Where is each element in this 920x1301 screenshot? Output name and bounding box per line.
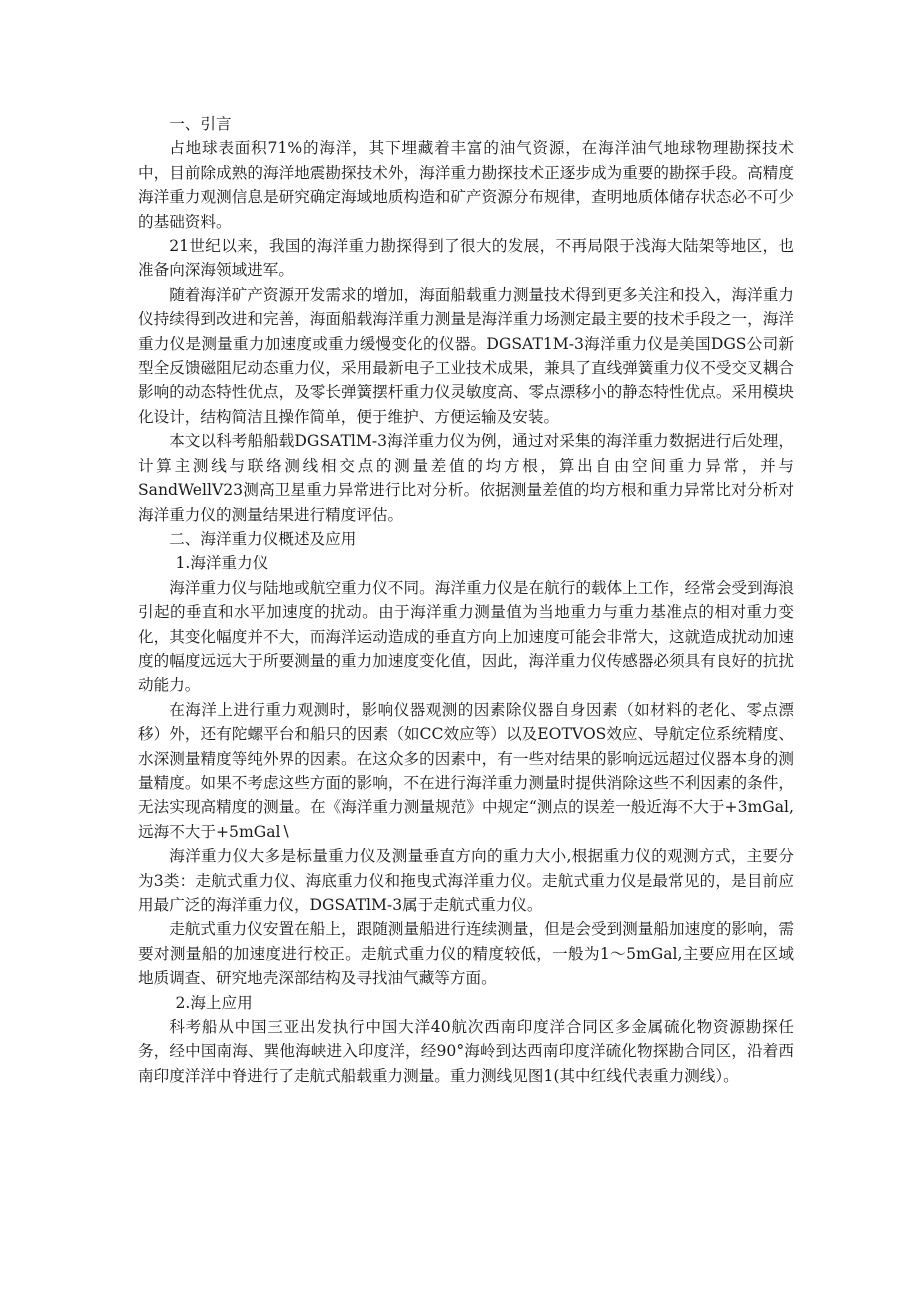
paragraph-intro-2: 21世纪以来，我国的海洋重力勘探得到了很大的发展，不再局限于浅海大陆架等地区，也准备向深海领域进军。 [138, 237, 794, 280]
subsection-heading-2: 2.海上应用 [175, 993, 253, 1012]
paragraph-gravimeter-1: 海洋重力仪与陆地或航空重力仪不同。海洋重力仪是在航行的载体上工作，经常会受到海浪引起的垂直和水平加速度的扰动。由于海洋重力测量值为当地重力与重力基准点的相对重力变化，其变化幅度并不大，而海洋运动造成的垂直方向上加速度可能会非常大，这就造成扰动加速度的幅度远远大于所要测量的重力加速度变化值，因此，海洋重力仪传感器必须具有良好的抗扰动能力。 [138, 578, 794, 695]
section-heading-overview: 二、海洋重力仪概述及应用 [169, 529, 357, 548]
paragraph-gravimeter-4: 走航式重力仪安置在船上，跟随测量船进行连续测量，但是会受到测量船加速度的影响，需要对测量船的加速度进行校正。走航式重力仪的精度较低，一般为1～5mGal,主要应用在区域地质调查、研究地壳深部结构及寻找油气藏等方面。 [138, 920, 794, 988]
section-heading-intro: 一、引言 [169, 115, 232, 133]
paragraph-intro-1: 占地球表面积71%的海洋，其下埋藏着丰富的油气资源，在海洋油气地球物理勘探技术中，目前除成熟的海洋地震勘探技术外，海洋重力勘探技术正逐步成为重要的勘探手段。高精度海洋重力观测信息是研究确定海域地质构造和矿产资源分布规律，查明地质体储存状态必不可少的基础资料。 [138, 139, 794, 231]
document-body [138, 112, 794, 1088]
paragraph-gravimeter-3: 海洋重力仪大多是标量重力仪及测量垂直方向的重力大小,根据重力仪的观测方式，主要分为3类：走航式重力仪、海底重力仪和拖曳式海洋重力仪。走航式重力仪是最常见的，是目前应用最广泛的海洋重力仪，DGSATlM-3属于走航式重力仪。 [138, 847, 794, 914]
paragraph-intro-4: 本文以科考船船载DGSATlM-3海洋重力仪为例，通过对采集的海洋重力数据进行后处理，计算主测线与联络测线相交点的测量差值的均方根，算出自由空间重力异常，并与SandWellV23测高卫星重力异常进行比对分析。依据测量差值的均方根和重力异常比对分析对海洋重力仪的测量结果进行精度评估。 [138, 432, 794, 524]
subsection-heading-1: 1.海洋重力仪 [175, 554, 269, 573]
paragraph-gravimeter-2: 在海洋上进行重力观测时，影响仪器观测的因素除仪器自身因素（如材料的老化、零点漂移）外，还有陀螺平台和船只的因素（如CC效应等）以及EOTVOS效应、导航定位系统精度、水深测量精度等纯外界的因素。在这众多的因素中，有一些对结果的影响远远超过仪器本身的测量精度。如果不考虑这些方面的影响，不在进行海洋重力测量时提供消除这些不利因素的条件，无法实现高精度的测量。在《海洋重力测量规范》中规定“测点的误差一般近海不大于+3mGal,远海不大于+5mGal∖ [138, 700, 794, 841]
paragraph-intro-3: 随着海洋矿产资源开发需求的增加，海面船载重力测量技术得到更多关注和投入，海洋重力仪持续得到改进和完善，海面船载海洋重力测量是海洋重力场测定最主要的技术手段之一，海洋重力仪是测量重力加速度或重力缓慢变化的仪器。DGSAT1M-3海洋重力仪是美国DGS公司新型全反馈磁阻尼动态重力仪，采用最新电子工业技术成果，兼具了直线弹簧重力仪不受交叉耦合影响的动态特性优点，及零长弹簧摆杆重力仪灵敏度高、零点漂移小的静态特性优点。采用模块化设计，结构简洁且操作简单，便于维护、方便运输及安装。 [138, 285, 794, 426]
paragraph-application-1: 科考船从中国三亚出发执行中国大洋40航次西南印度洋合同区多金属硫化物资源勘探任务，经中国南海、巽他海峡进入印度洋，经90°海岭到达西南印度洋硫化物探勘合同区，沿着西南印度洋洋中脊进行了走航式船载重力测量。重力测线见图1(其中红线代表重力测线）。 [138, 1018, 794, 1085]
